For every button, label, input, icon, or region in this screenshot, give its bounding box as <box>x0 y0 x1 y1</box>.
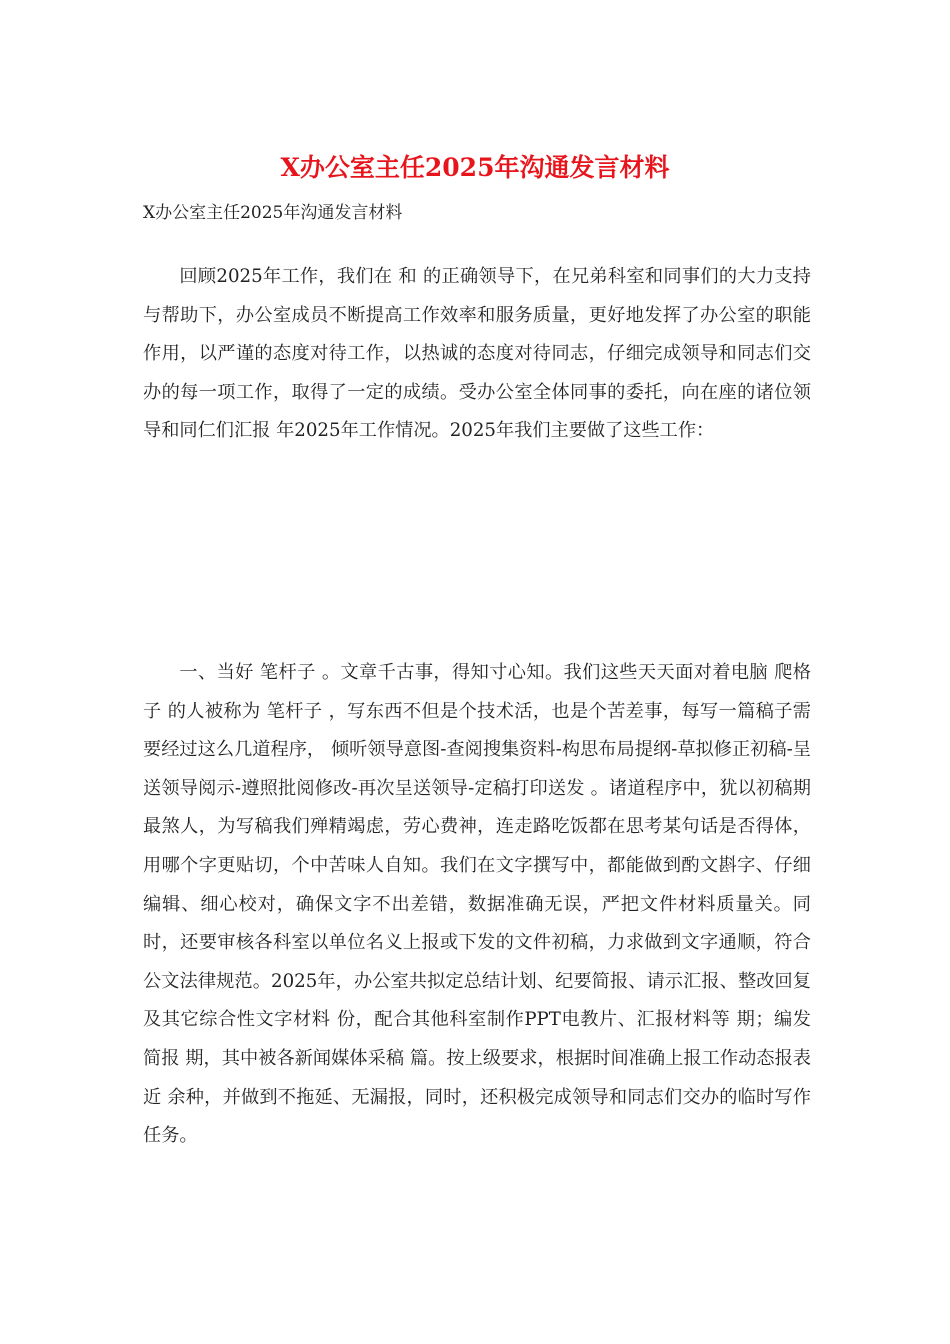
paragraph-section-one: 一、当好 笔杆子 。文章千古事，得知寸心知。我们这些天天面对着电脑 爬格子 的人被称为 笔杆子 ，写东西不但是个技术活，也是个苦差事，每写一篇稿子需要经过这么几道程序， 倾听领导意图-查阅搜集资料-构思布局提纲-草拟修正初稿-呈送领导阅示-遵照批阅修改-再次呈送领导-定稿打印送发 。诸道程序中，犹以初稿期最煞人，为写稿我们殚精竭虑，劳心费神，连走路吃饭都在思考某句话是否得体，用哪个字更贴切，个中苦味人自知。我们在文字撰写中，都能做到酌文斟字、仔细编辑、细心校对，确保文字不出差错，数据准确无误，严把文件材料质量关。同时，还要审核各科室以单位名义上报或下发的文件初稿，力求做到文字通顺，符合公文法律规范。2025年，办公室共拟定总结计划、纪要简报、请示汇报、整改回复及其它综合性文字材料 份，配合其他科室制作PPT电教片、汇报材料等 期；编发 简报 期，其中被各新闻媒体采稿 篇。按上级要求，根据时间准确上报工作动态报表近 余种，并做到不拖延、无漏报，同时，还积极完成领导和同志们交办的临时写作任务。 <box>143 662 811 1147</box>
document-subtitle: X办公室主任2025年沟通发言材料 <box>143 203 403 223</box>
paragraph-intro: 回顾2025年工作，我们在 和 的正确领导下，在兄弟科室和同事们的大力支持与帮助下，办公室成员不断提高工作效率和服务质量，更好地发挥了办公室的职能作用，以严谨的态度对待工作，以热诚的态度对待同志，仔细完成领导和同志们交办的每一项工作，取得了一定的成绩。受办公室全体同事的委托，向在座的诸位领导和同仁们汇报 年2025年工作情况。2025年我们主要做了这些工作： <box>143 266 811 442</box>
document-title: X办公室主任2025年沟通发言材料 <box>280 153 670 182</box>
